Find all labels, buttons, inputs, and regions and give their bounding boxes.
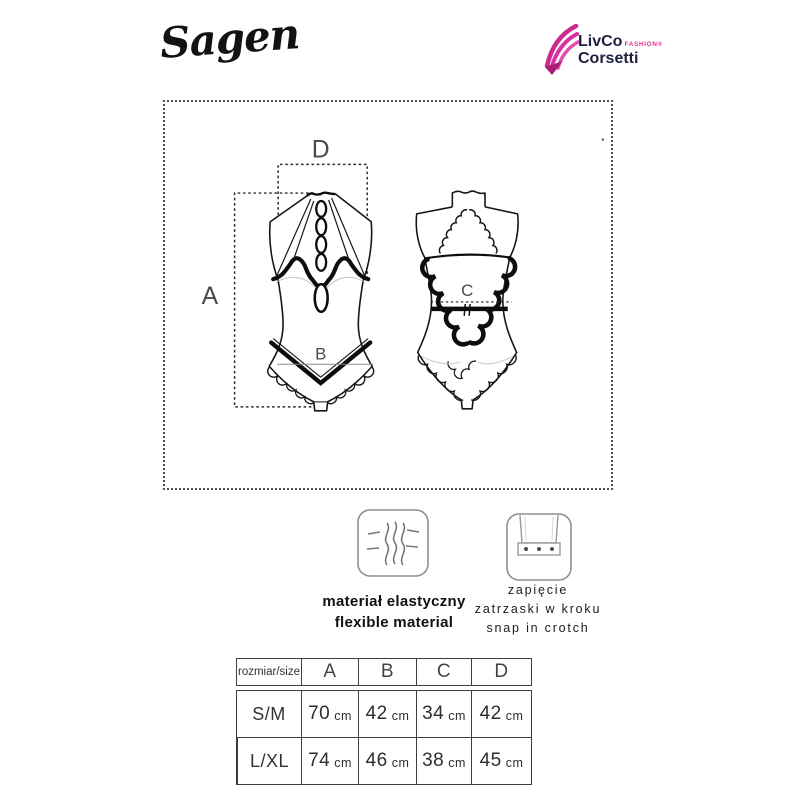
snap-crotch-icon (506, 513, 572, 581)
flexible-material-icon (357, 509, 429, 577)
table-cell: 38 cm (416, 737, 471, 784)
header-C: C (416, 659, 471, 685)
brand-logo (543, 22, 673, 80)
size-table-header (236, 658, 532, 686)
table-cell: 42 cm (358, 691, 416, 737)
table-cell: 45 cm (471, 737, 531, 784)
closure-caption: zapięcie zatrzaski w kroku snap in crotch (474, 583, 602, 635)
label-B: B (315, 344, 327, 364)
row-size-label: L/XL (237, 737, 301, 784)
table-cell: 70 cm (301, 691, 358, 737)
header-B: B (358, 659, 416, 685)
label-C: C (461, 280, 474, 300)
header-size: rozmiar/size (238, 666, 300, 678)
brand-fashion-label: FASHION® (624, 41, 663, 48)
brand-name-livco: LivCo (578, 33, 623, 50)
material-caption: materiał elastyczny flexible material (322, 593, 466, 631)
size-table (236, 658, 532, 785)
bodysuit-technical-drawing (165, 102, 611, 488)
table-cell: 42 cm (471, 691, 531, 737)
header-D: D (471, 659, 531, 685)
measurement-diagram (163, 100, 613, 490)
table-cell: 74 cm (301, 737, 358, 784)
header-A: A (301, 659, 358, 685)
label-A: A (201, 282, 219, 310)
label-D: D (311, 136, 330, 164)
wing-icon (543, 23, 579, 75)
row-size-label: S/M (252, 703, 286, 724)
product-title: Sagen (158, 9, 301, 68)
table-cell: 34 cm (416, 691, 471, 737)
front-view (268, 193, 374, 411)
size-table-body (236, 690, 532, 785)
brand-name-corsetti: Corsetti (578, 50, 639, 67)
table-cell: 46 cm (358, 737, 416, 784)
